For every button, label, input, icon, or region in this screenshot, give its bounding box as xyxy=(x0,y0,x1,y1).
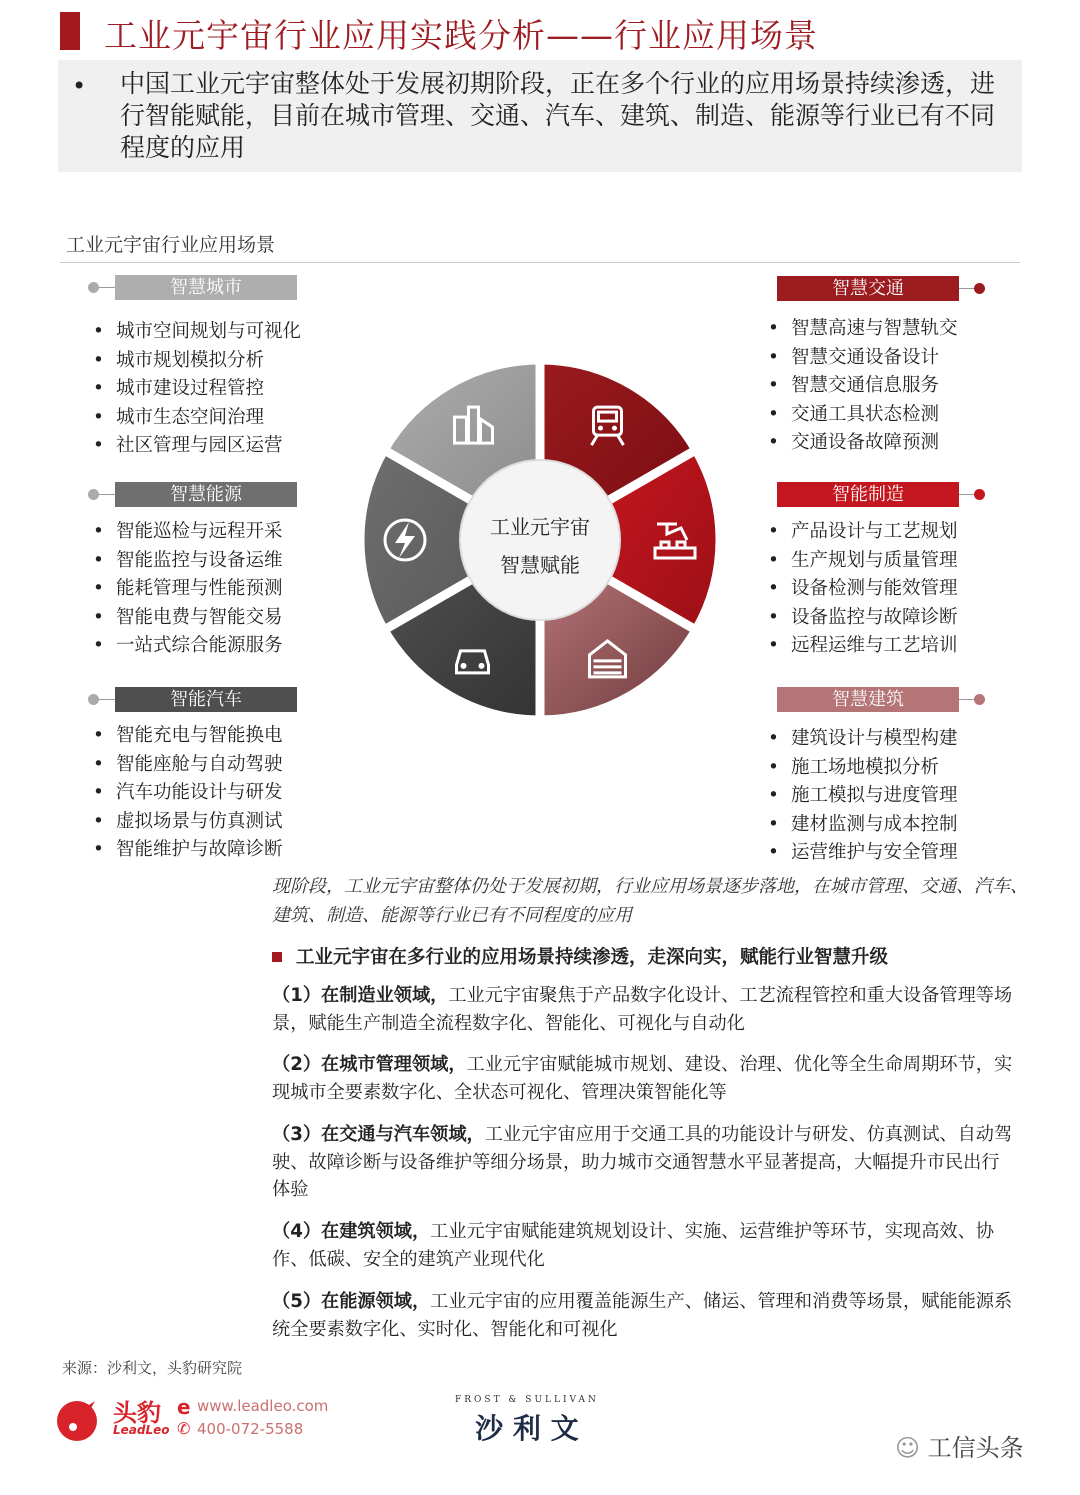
paragraph-lead: （2）在城市管理领域， xyxy=(272,1054,467,1075)
category-label: 智慧交通 xyxy=(777,276,959,301)
page-title: 工业元宇宙行业应用实践分析——行业应用场景 xyxy=(104,16,818,55)
paragraph xyxy=(272,1218,1017,1273)
connector-dot xyxy=(974,283,985,294)
list-item: • 交通工具状态检测 xyxy=(768,401,958,430)
list-item: • 能耗管理与性能预测 xyxy=(93,575,283,604)
summary-box xyxy=(58,60,1022,172)
list-item: • 智能巡检与远程开采 xyxy=(93,518,283,547)
category-label: 智能制造 xyxy=(777,482,959,507)
list-item: • 一站式综合能源服务 xyxy=(93,632,283,661)
figure-title: 工业元宇宙行业应用场景 xyxy=(66,234,276,256)
paragraph-lead: （1）在制造业领域， xyxy=(272,985,449,1006)
paragraph-text: 工业元宇宙赋能城市规划、建设、治理、优化等全生命周期环节，实现城市全要素数字化、全状态可视化、管理决策智能化等 xyxy=(272,1054,1013,1103)
list-item: • 城市空间规划与可视化 xyxy=(93,318,301,347)
section-heading xyxy=(272,943,888,969)
paragraph-lead: （3）在交通与汽车领域， xyxy=(272,1124,485,1145)
list-item: • 城市生态空间治理 xyxy=(93,404,301,433)
list-item: • 虚拟场景与仿真测试 xyxy=(93,808,283,837)
list-item: • 城市建设过程管控 xyxy=(93,375,301,404)
source-note: 来源：沙利文，头豹研究院 xyxy=(62,1359,243,1377)
connector-dot xyxy=(974,489,985,500)
connector-dot xyxy=(974,694,985,705)
paragraph-text: 工业元宇宙聚焦于产品数字化设计、工艺流程管控和重大设备管理等场景，赋能生产制造全流程数字化、智能化、可视化与自动化 xyxy=(272,985,1013,1034)
connector-dot xyxy=(88,282,99,293)
list-item: • 生产规划与质量管理 xyxy=(768,547,958,576)
list-item: • 智慧交通设备设计 xyxy=(768,344,958,373)
category-item-list xyxy=(93,722,283,865)
section-heading-text: 工业元宇宙在多行业的应用场景持续渗透，走深向实，赋能行业智慧升级 xyxy=(296,947,889,968)
list-item: • 社区管理与园区运营 xyxy=(93,432,301,461)
paragraph-text: 工业元宇宙的应用覆盖能源生产、储运、管理和消费等场景，赋能能源系统全要素数字化、实时化、智能化和可视化 xyxy=(272,1291,1013,1340)
list-item: • 建材监测与成本控制 xyxy=(768,811,958,840)
center-line-2: 智慧赋能 xyxy=(500,553,580,577)
list-item: • 智慧高速与智慧轨交 xyxy=(768,315,958,344)
website-link[interactable]: www.leadleo.com xyxy=(197,1397,329,1415)
list-item: • 施工场地模拟分析 xyxy=(768,754,958,783)
paragraph xyxy=(272,1051,1017,1106)
wechat-icon: ☺ xyxy=(895,1434,928,1462)
list-item: • 智慧交通信息服务 xyxy=(768,372,958,401)
fs-cn: 沙 利 文 xyxy=(475,1412,579,1445)
leopard-logo-icon xyxy=(55,1393,105,1443)
category-item-list xyxy=(768,315,958,458)
list-item: • 建筑设计与模型构建 xyxy=(768,725,958,754)
list-item: • 智能座舱与自动驾驶 xyxy=(93,751,283,780)
title-accent-bar xyxy=(60,12,80,50)
list-item: • 远程运维与工艺培训 xyxy=(768,632,958,661)
list-item: • 交通设备故障预测 xyxy=(768,429,958,458)
category-item-list xyxy=(93,518,283,661)
watermark-text: 工信头条 xyxy=(927,1434,1024,1462)
paragraph xyxy=(272,1288,1017,1343)
list-item: • 汽车功能设计与研发 xyxy=(93,779,283,808)
connector-dot xyxy=(88,489,99,500)
category-item-list xyxy=(93,318,301,461)
paragraph xyxy=(272,1121,1017,1204)
paragraph xyxy=(272,982,1017,1037)
paragraph-lead: （5）在能源领域， xyxy=(272,1291,431,1312)
leadleo-en: LeadLeo xyxy=(113,1423,170,1437)
category-label: 智慧城市 xyxy=(115,275,297,300)
bullet-icon: • xyxy=(72,72,87,100)
list-item: • 智能维护与故障诊断 xyxy=(93,836,283,865)
web-icon: e xyxy=(177,1395,191,1419)
center-label xyxy=(460,508,620,584)
phone-icon: ✆ xyxy=(177,1419,191,1438)
list-item: • 智能充电与智能换电 xyxy=(93,722,283,751)
summary-text: 中国工业元宇宙整体处于发展初期阶段，正在多个行业的应用场景持续渗透，进行智能赋能，目前在城市管理、交通、汽车、建筑、制造、能源等行业已有不同程度的应用 xyxy=(120,69,996,162)
list-item: • 设备监控与故障诊断 xyxy=(768,604,958,633)
phone-number: 400-072-5588 xyxy=(197,1420,304,1438)
category-label: 智慧能源 xyxy=(115,482,297,507)
paragraph-text: 工业元宇宙赋能建筑规划设计、实施、运营维护等环节，实现高效、协作、低碳、安全的建筑产业现代化 xyxy=(272,1221,994,1270)
list-item: • 产品设计与工艺规划 xyxy=(768,518,958,547)
list-item: • 智能电费与智能交易 xyxy=(93,604,283,633)
frost-sullivan-logo xyxy=(455,1395,599,1447)
paragraph-text: 工业元宇宙应用于交通工具的功能设计与研发、仿真测试、自动驾驶、故障诊断与设备维护等细分场景，助力城市交通智慧水平显著提高，大幅提升市民出行体验 xyxy=(272,1124,1013,1200)
list-item: • 设备检测与能效管理 xyxy=(768,575,958,604)
connector-dot xyxy=(88,694,99,705)
square-bullet-icon xyxy=(272,952,282,962)
center-line-1: 工业元宇宙 xyxy=(490,515,590,539)
figure-caption: 现阶段，工业元宇宙整体仍处于发展初期，行业应用场景逐步落地，在城市管理、交通、汽车、建筑、制造、能源等行业已有不同程度的应用 xyxy=(272,876,1028,926)
category-label: 智能汽车 xyxy=(115,687,297,712)
category-label: 智慧建筑 xyxy=(777,687,959,712)
paragraph-lead: （4）在建筑领域， xyxy=(272,1221,431,1242)
fs-en: FROST & SULLIVAN xyxy=(455,1395,599,1405)
list-item: • 运营维护与安全管理 xyxy=(768,839,958,868)
leadleo-cn: 头豹 xyxy=(113,1399,161,1427)
category-item-list xyxy=(768,518,958,661)
category-item-list xyxy=(768,725,958,868)
list-item: • 智能监控与设备运维 xyxy=(93,547,283,576)
list-item: • 施工模拟与进度管理 xyxy=(768,782,958,811)
watermark xyxy=(895,1428,1024,1463)
divider xyxy=(60,262,1020,263)
list-item: • 城市规划模拟分析 xyxy=(93,347,301,376)
